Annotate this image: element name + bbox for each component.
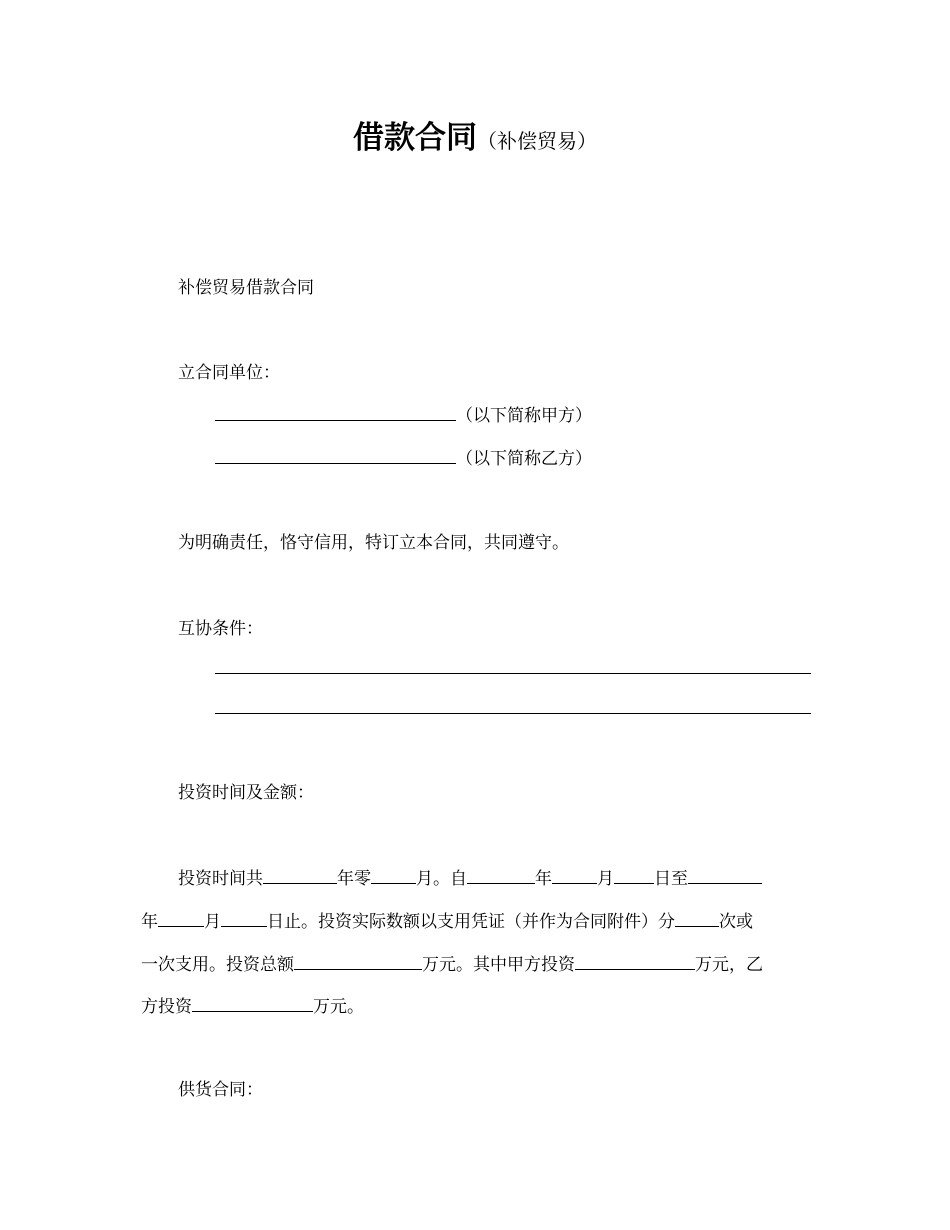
investment-line-2 xyxy=(141,908,753,934)
investment-text: 万元。 xyxy=(313,997,364,1017)
title-main: 借款合同 xyxy=(353,120,477,156)
investment-text: 方投资 xyxy=(141,997,192,1017)
blank-installments[interactable] xyxy=(675,908,719,927)
party-a-suffix: （以下简称甲方） xyxy=(456,406,592,426)
title-sub: （补偿贸易） xyxy=(477,129,597,153)
blank-end-year[interactable] xyxy=(688,865,762,884)
party-a-line xyxy=(215,402,592,428)
blank-years[interactable] xyxy=(263,865,337,884)
blank-months[interactable] xyxy=(371,865,416,884)
contract-subtitle: 补偿贸易借款合同 xyxy=(178,278,314,298)
investment-text: 一次支用。投资总额 xyxy=(141,955,294,975)
investment-text: 万元，乙 xyxy=(695,955,763,975)
investment-text: 次或 xyxy=(719,912,753,932)
mutual-terms-line-2[interactable] xyxy=(215,713,811,714)
investment-text: 年 xyxy=(141,912,158,932)
investment-line-3 xyxy=(141,951,763,977)
blank-start-year[interactable] xyxy=(467,865,535,884)
investment-line-4 xyxy=(141,993,364,1019)
party-a-blank[interactable] xyxy=(215,402,456,421)
supply-heading: 供货合同： xyxy=(178,1080,263,1100)
investment-text: 万元。其中甲方投资 xyxy=(422,955,575,975)
investment-text: 月。自 xyxy=(416,869,467,889)
document-title xyxy=(0,112,950,157)
investment-text: 年 xyxy=(535,869,552,889)
blank-party-b-amount[interactable] xyxy=(192,993,313,1012)
blank-end-day[interactable] xyxy=(221,908,267,927)
blank-start-month[interactable] xyxy=(552,865,597,884)
investment-text: 日至 xyxy=(654,869,688,889)
investment-text: 月 xyxy=(204,912,221,932)
investment-text: 年零 xyxy=(337,869,371,889)
blank-total-amount[interactable] xyxy=(294,951,422,970)
investment-text: 投资时间共 xyxy=(178,869,263,889)
investment-heading: 投资时间及金额： xyxy=(178,783,314,803)
blank-party-a-amount[interactable] xyxy=(575,951,695,970)
blank-end-month[interactable] xyxy=(158,908,204,927)
parties-heading: 立合同单位： xyxy=(178,363,280,383)
preamble: 为明确责任，恪守信用，特订立本合同，共同遵守。 xyxy=(178,533,569,553)
blank-start-day[interactable] xyxy=(614,865,654,884)
investment-text: 月 xyxy=(597,869,614,889)
mutual-terms-line-1[interactable] xyxy=(215,673,811,674)
investment-line-1 xyxy=(178,865,762,891)
mutual-terms-heading: 互协条件： xyxy=(178,619,263,639)
investment-text: 日止。投资实际数额以支用凭证（并作为合同附件）分 xyxy=(267,912,675,932)
party-b-suffix: （以下简称乙方） xyxy=(456,449,592,469)
party-b-line xyxy=(215,445,592,471)
party-b-blank[interactable] xyxy=(215,445,456,464)
